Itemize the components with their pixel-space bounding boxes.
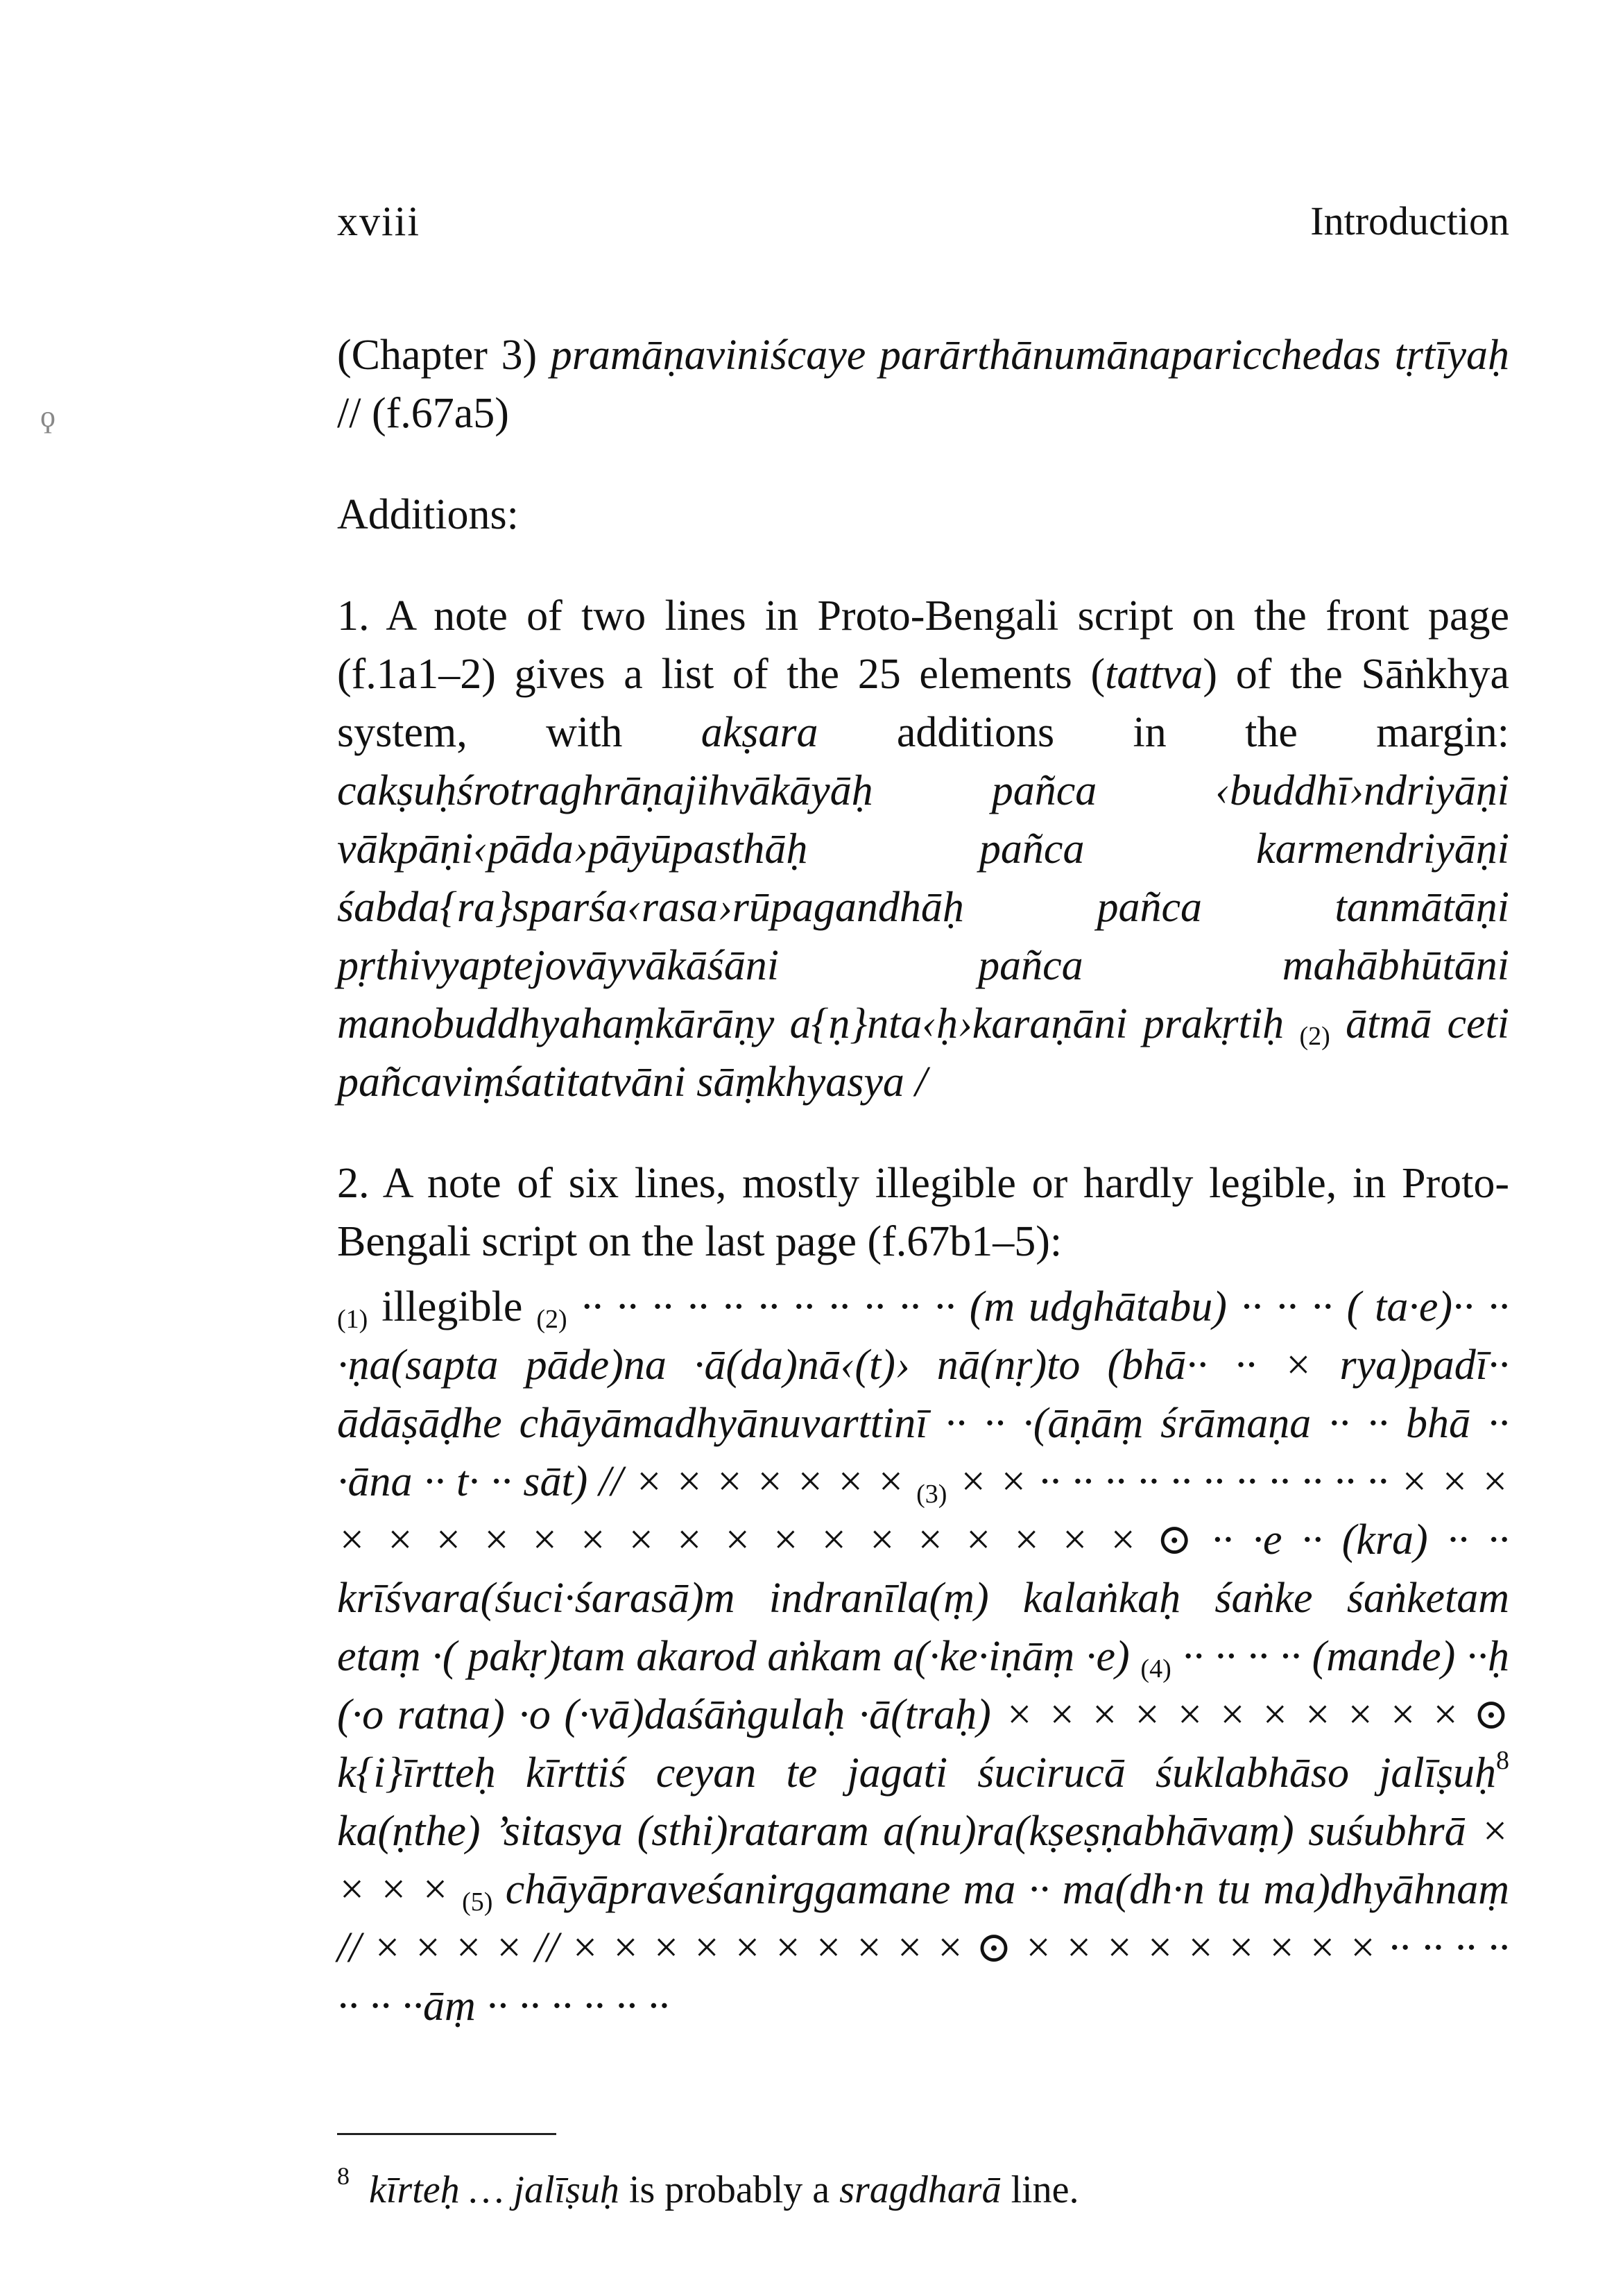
note-1-mid-2: additions in the margin: bbox=[818, 709, 1509, 756]
note-1-term-tattva: tattva bbox=[1105, 651, 1203, 698]
footnote-reference: 8 bbox=[1496, 1746, 1509, 1775]
transcription-line-4a: ·· ·· ·· ·· (mande) ··ḥ (·o ratna) ·o (·vā)daśāṅgulaḥ ·ā(traḥ) × × × × × × × × × × × ⊙ k{i}īrtteḥ kīrttiś ceyan te jagati śucirucā śuklabhāso jalīṣuḥ bbox=[337, 1633, 1510, 1797]
footnote-quote: kīrteḥ … jalīṣuḥ bbox=[369, 2168, 619, 2211]
note-1-lead: 1. A note of two lines in Proto-Bengali script on the front page (f.1a1–2) gives a list of the 25 elements ( bbox=[337, 592, 1509, 698]
note-1-term-aksara: akṣara bbox=[701, 709, 818, 756]
line-mark-3: (3) bbox=[916, 1480, 947, 1509]
additions-heading: Additions: bbox=[337, 491, 519, 538]
footnote-text: is probably a bbox=[619, 2168, 840, 2211]
transcription-line-2: ·· ·· ·· ·· ·· ·· ·· ·· ·· ·· ·· (m udghātabu) ·· ·· ·· ( ta·e)·· ·· ·ṇa(sapta pāde)na ·ā(da)nā‹(t)› nā(nṛ)to (bhā·· ·· × rya)padī·· ādāṣāḍhe chāyāmadhyānuvarttinī ·· ·· ·(āṇāṃ śrāmaṇa ·· ·· bhā ·· ·āna ·· t· ·· sāt) // × × × × × × × bbox=[337, 1283, 1509, 1505]
note-2: 2. A note of six lines, mostly illegible or hardly legible, in Proto-Bengali script on the last page (f.67b1–5): bbox=[337, 1160, 1509, 1265]
transcription-illegible: illegible bbox=[381, 1283, 523, 1330]
footnote-metre: sragdharā bbox=[839, 2168, 1002, 2211]
note-1-text-a: cakṣuḥśrotraghrāṇajihvākāyāḥ pañca ‹buddhī›ndriyāṇi vākpāṇi‹pāda›pāyūpasthāḥ pañca karmendriyāṇi śabda{ra}sparśa‹rasa›rūpagandhāḥ pañca tanmātāṇi pṛthivyaptejovāyvākāśāni pañca mahābhūtāni manobuddhyahaṃkārāṇy a{ṇ}nta‹ḥ›karaṇāni prakṛtiḥ bbox=[337, 767, 1509, 1047]
transcription-line-5: chāyāpraveśanirggamane ma ·· ma(dh·n tu ma)dhyāhnaṃ // × × × × // × × × × × × × × × × ⊙ × × × × × × × × × ·· ·· ·· ·· ·· ·· ··āṃ ·· ·· ·· ·· ·· ·· bbox=[337, 1866, 1510, 2030]
line-mark-2: (2) bbox=[536, 1305, 567, 1334]
footnote-rule bbox=[337, 2133, 556, 2135]
line-mark-1: (1) bbox=[337, 1305, 368, 1334]
chapter-label: (Chapter 3) bbox=[337, 332, 538, 379]
note-1 bbox=[337, 587, 1509, 1111]
footnote bbox=[337, 2162, 1079, 2212]
margin-mark: ϙ bbox=[40, 400, 55, 434]
note-1-mid: ) of the Sāṅkhya system, with bbox=[337, 651, 1509, 756]
transcription-line-3: × × ·· ·· ·· ·· ·· ·· ·· ·· ·· ·· ·· × × × × × × × × × × × × × × × × × × × × ⊙ ·· ·e ·· (kra) ·· ·· krīśvara(śuci·śarasā)m indranīla(ṃ) kalaṅkaḥ śaṅke śaṅketam etaṃ ·( pakṛ)tam akarod aṅkam a(·ke·iṇāṃ ·e) bbox=[337, 1458, 1509, 1680]
footnote-number: 8 bbox=[337, 2162, 350, 2190]
running-title: Introduction bbox=[1310, 198, 1509, 243]
line-mark-4: (4) bbox=[1140, 1654, 1171, 1684]
note-1-text-b: ātmā ceti pañcaviṃśatitatvāni sāṃkhyasya / bbox=[337, 1000, 1510, 1106]
line-mark: (2) bbox=[1299, 1022, 1330, 1051]
colophon-text: pramāṇaviniścaye parārthānumānaparicchedas tṛtīyaḥ bbox=[550, 332, 1510, 379]
page-number: xviii bbox=[337, 198, 421, 244]
page-body bbox=[337, 326, 1509, 2035]
line-mark-5: (5) bbox=[462, 1887, 493, 1917]
colophon-paragraph bbox=[337, 326, 1509, 443]
footnote-end: line. bbox=[1001, 2168, 1079, 2211]
page-header bbox=[337, 198, 1509, 253]
colophon-ref: // (f.67a5) bbox=[337, 390, 509, 437]
transcription-line-4b: ka(ṇthe) ’sitasya (sthi)rataram a(nu)ra(kṣeṣṇabhāvaṃ) suśubhrā × × × × bbox=[337, 1808, 1509, 1913]
transcription bbox=[337, 1278, 1509, 2035]
